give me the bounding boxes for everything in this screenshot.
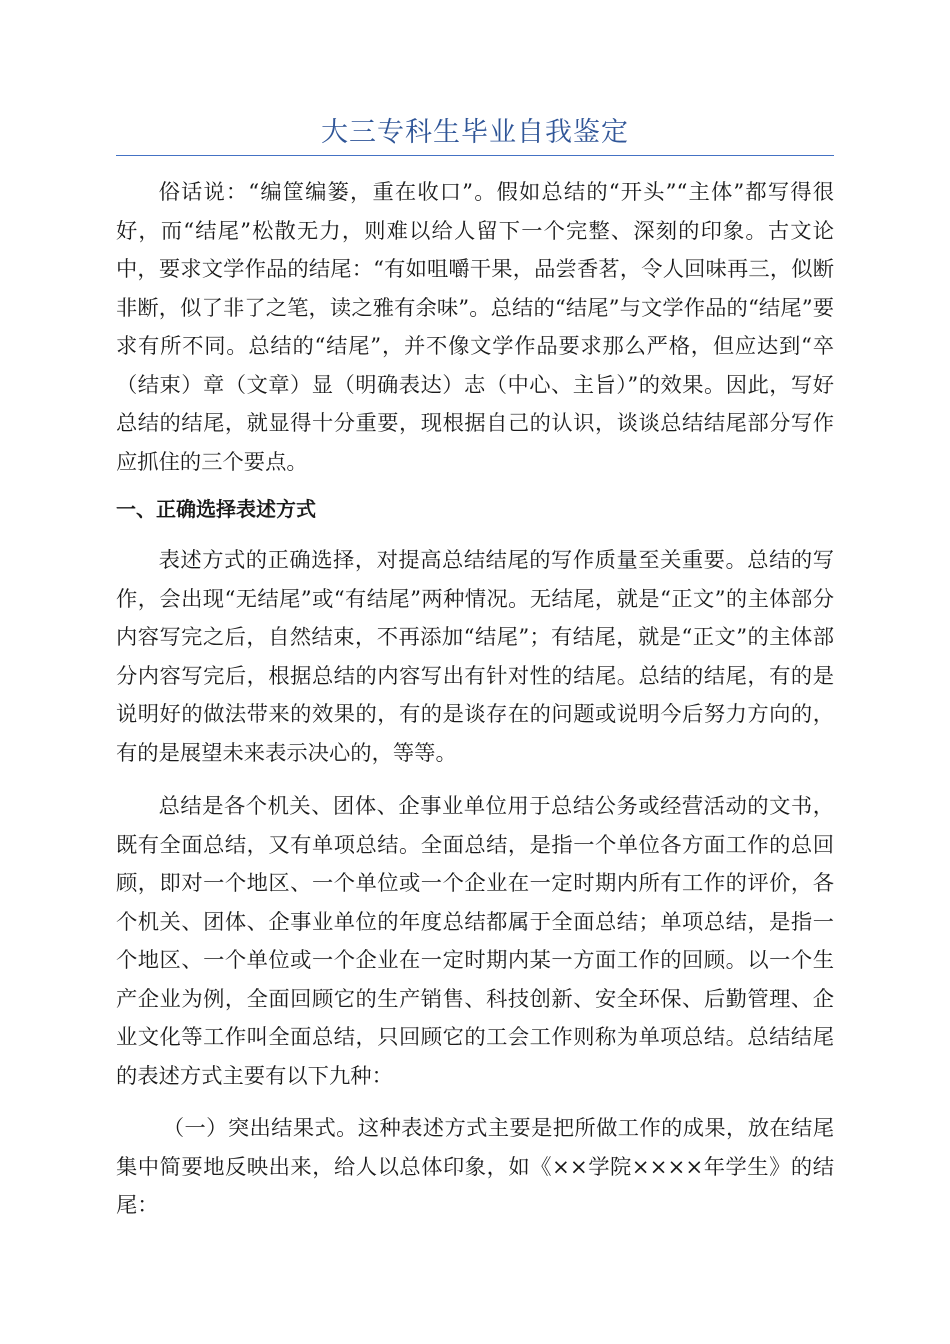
title-underline (116, 155, 834, 156)
body-paragraph: 总结是各个机关、团体、企事业单位用于总结公务或经营活动的文书，既有全面总结，又有单项总结。全面总结，是指一个单位各方面工作的总回顾，即对一个地区、一个单位或一个企业在一定时期内所有工作的评价，各个机关、团体、企事业单位的年度总结都属于全面总结；单项总结，是指一个地区、一个单位或一个企业在一定时期内某一方面工作的回顾。以一个生产企业为例，全面回顾它的生产销售、科技创新、安全环保、后勤管理、企业文化等工作叫全面总结，只回顾它的工会工作则称为单项总结。总结结尾的表述方式主要有以下九种： (116, 794, 834, 1089)
document-body (116, 174, 834, 1226)
body-paragraph: （一）突出结果式。这种表述方式主要是把所做工作的成果，放在结尾集中简要地反映出来，给人以总体印象，如《××学院××××年学生》的结尾： (116, 1116, 834, 1218)
intro-paragraph: 俗话说：“编筐编篓，重在收口”。假如总结的“开头”“主体”都写得很好，而“结尾”松散无力，则难以给人留下一个完整、深刻的印象。古文论中，要求文学作品的结尾：“有如咀嚼干果，品尝香茗，令人回味再三，似断非断，似了非了之笔，读之雅有余味”。总结的“结尾”与文学作品的“结尾”要求有所不同。总结的“结尾”，并不像文学作品要求那么严格，但应达到“卒（结束）章（文章）显（明确表达）志（中心、主旨）”的效果。因此，写好总结的结尾，就显得十分重要，现根据自己的认识，谈谈总结结尾部分写作应抓住的三个要点。 (116, 180, 834, 475)
section-heading: 一、正确选择表述方式 (116, 497, 316, 521)
document-title: 大三专科生毕业自我鉴定 (321, 117, 629, 148)
body-paragraph: 表述方式的正确选择，对提高总结结尾的写作质量至关重要。总结的写作，会出现“无结尾”或“有结尾”两种情况。无结尾，就是“正文”的主体部分内容写完之后，自然结束，不再添加“结尾”；有结尾，就是“正文”的主体部分内容写完后，根据总结的内容写出有针对性的结尾。总结的结尾，有的是说明好的做法带来的效果的，有的是谈存在的问题或说明今后努力方向的，有的是展望未来表示决心的，等等。 (116, 548, 834, 766)
